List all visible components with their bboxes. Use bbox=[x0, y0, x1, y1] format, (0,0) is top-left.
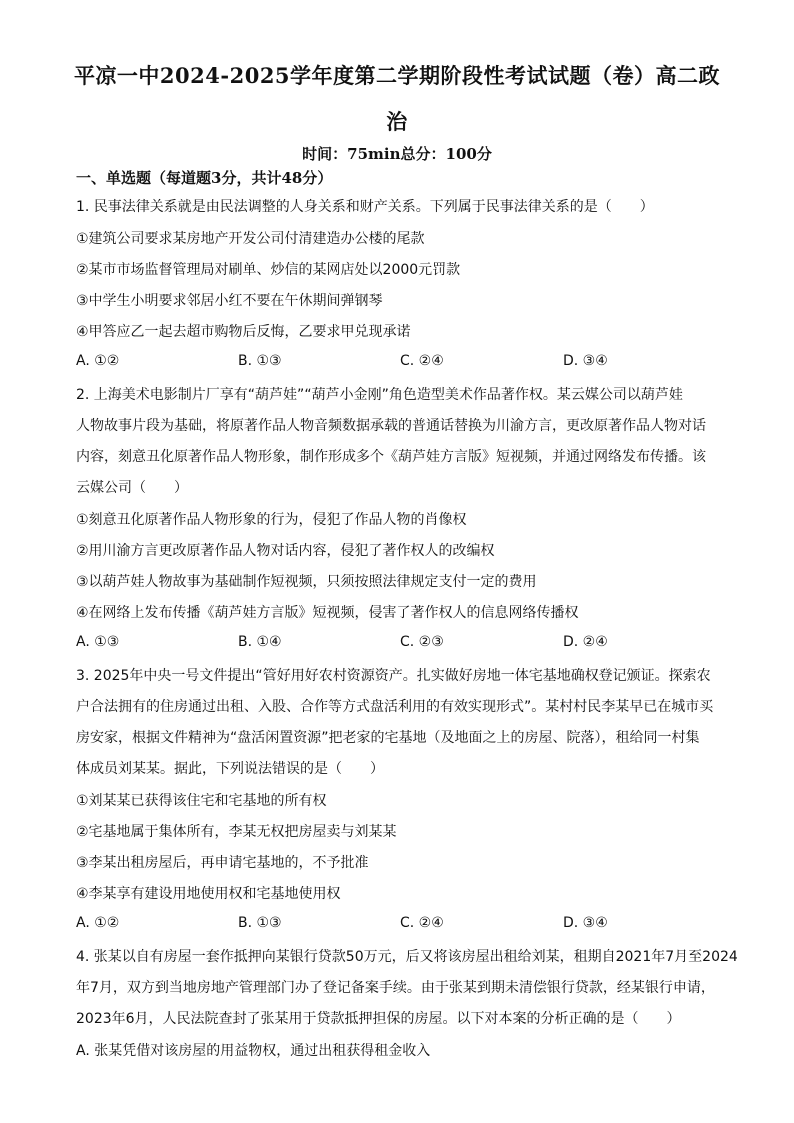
question-2-item: ②用川渝方言更改原著作品人物对话内容，侵犯了著作权人的改编权 bbox=[76, 543, 495, 559]
question-2-option-c: C. ②③ bbox=[400, 634, 444, 650]
question-3-item: ④李某享有建设用地使用权和宅基地使用权 bbox=[76, 886, 341, 902]
question-1-item: ①建筑公司要求某房地产开发公司付清建造办公楼的尾款 bbox=[76, 231, 425, 247]
question-4-stem: 年7月，双方到当地房地产管理部门办了登记备案手续。由于张某到期未清偿银行贷款，经某银行申请， bbox=[76, 980, 715, 996]
question-1-option-d: D. ③④ bbox=[563, 353, 608, 369]
question-2-option-b: B. ①④ bbox=[238, 634, 282, 650]
section-heading: 一、单选题（每道题3分，共计48分） bbox=[76, 169, 333, 187]
exam-subtitle: 时间：75min总分：100分 bbox=[302, 145, 492, 163]
question-1-option-b: B. ①③ bbox=[238, 353, 282, 369]
question-3-option-a: A. ①② bbox=[76, 915, 120, 931]
question-3-option-d: D. ③④ bbox=[563, 915, 608, 931]
question-1-item: ②某市市场监督管理局对刷单、炒信的某网店处以2000元罚款 bbox=[76, 262, 461, 278]
question-1-option-a: A. ①② bbox=[76, 353, 120, 369]
question-3-stem: 3. 2025年中央一号文件提出“管好用好农村资源资产。扎实做好房地一体宅基地确权登记颁证。探索农 bbox=[76, 668, 711, 684]
question-1-option-c: C. ②④ bbox=[400, 353, 444, 369]
question-3-item: ①刘某某已获得该住宅和宅基地的所有权 bbox=[76, 793, 327, 809]
question-4-stem: 4. 张某以自有房屋一套作抵押向某银行贷款50万元，后又将该房屋出租给刘某，租期自2021年7月至2024 bbox=[76, 949, 738, 965]
question-1-item: ④甲答应乙一起去超市购物后反悔，乙要求甲兑现承诺 bbox=[76, 324, 411, 340]
question-2-item: ④在网络上发布传播《葫芦娃方言版》短视频，侵害了著作权人的信息网络传播权 bbox=[76, 605, 579, 621]
question-2-option-d: D. ②④ bbox=[563, 634, 608, 650]
question-3-option-b: B. ①③ bbox=[238, 915, 282, 931]
question-2-stem: 人物故事片段为基础，将原著作品人物音频数据承载的普通话替换为川渝方言，更改原著作品人物对话 bbox=[76, 418, 706, 434]
exam-title-line2: 治 bbox=[386, 109, 408, 134]
question-3-stem: 房安家，根据文件精神为“盘活闲置资源”把老家的宅基地（及地面之上的房屋、院落），租给同一村集 bbox=[76, 730, 700, 746]
question-2-stem: 内容，刻意丑化原著作品人物形象，制作形成多个《葫芦娃方言版》短视频，并通过网络发布传播。该 bbox=[76, 449, 706, 465]
question-4-stem: 2023年6月，人民法院查封了张某用于贷款抵押担保的房屋。以下对本案的分析正确的是（ ） bbox=[76, 1011, 681, 1027]
question-1-item: ③中学生小明要求邻居小红不要在午休期间弹钢琴 bbox=[76, 293, 383, 309]
exam-title-line1: 平凉一中2024-2025学年度第二学期阶段性考试试题（卷）高二政 bbox=[73, 63, 721, 88]
question-3-option-c: C. ②④ bbox=[400, 915, 444, 931]
question-2-option-a: A. ①③ bbox=[76, 634, 120, 650]
question-2-stem: 2. 上海美术电影制片厂享有“葫芦娃”“葫芦小金刚”角色造型美术作品著作权。某云媒公司以葫芦娃 bbox=[76, 387, 683, 403]
question-2-item: ①刻意丑化原著作品人物形象的行为，侵犯了作品人物的肖像权 bbox=[76, 512, 467, 528]
question-2-item: ③以葫芦娃人物故事为基础制作短视频，只须按照法律规定支付一定的费用 bbox=[76, 574, 537, 590]
question-2-stem: 云媒公司（ ） bbox=[76, 480, 188, 496]
question-3-item: ③李某出租房屋后，再申请宅基地的，不予批准 bbox=[76, 855, 369, 871]
question-3-stem: 体成员刘某某。据此，下列说法错误的是（ ） bbox=[76, 761, 384, 777]
question-4-option-a: A. 张某凭借对该房屋的用益物权，通过出租获得租金收入 bbox=[76, 1043, 431, 1059]
question-1-stem: 1. 民事法律关系就是由民法调整的人身关系和财产关系。下列属于民事法律关系的是（ ） bbox=[76, 199, 654, 215]
question-3-item: ②宅基地属于集体所有，李某无权把房屋卖与刘某某 bbox=[76, 824, 397, 840]
question-3-stem: 户合法拥有的住房通过出租、入股、合作等方式盘活利用的有效实现形式”。某村村民李某早已在城市买 bbox=[76, 699, 714, 715]
